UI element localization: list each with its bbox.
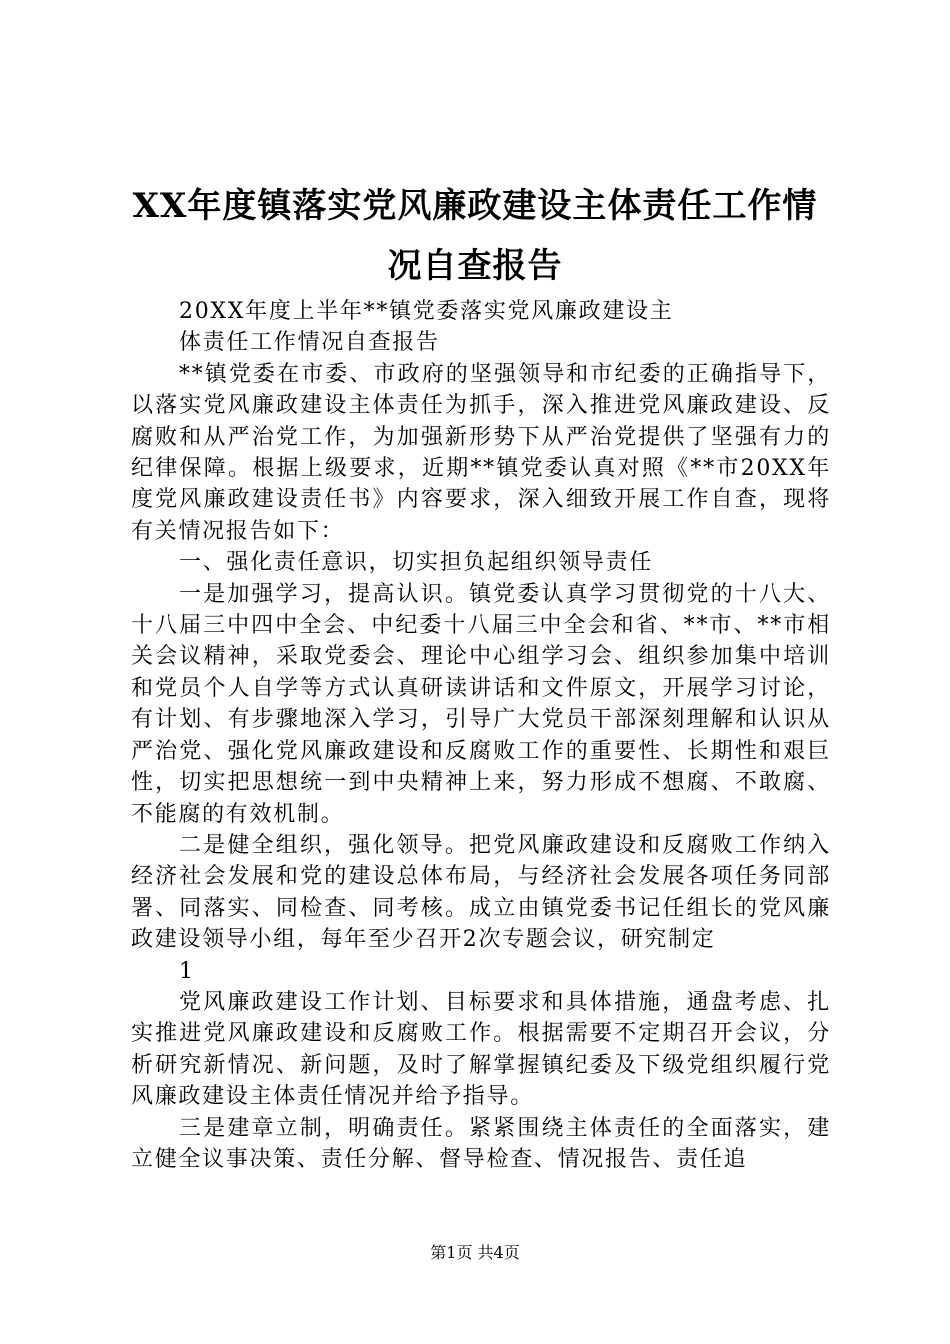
paragraph-organization: 二是健全组织，强化领导。把党风廉政建设和反腐败工作纳入经济社会发展和党的建设总体布局，与经济社会发展各项任务同部署、同落实、同检查、同考核。成立由镇党委书记任组长的党风廉政建设领导小组，每年至少召开2次专题会议，研究制定: [131, 832, 831, 953]
paragraph-plan: 党风廉政建设工作计划、目标要求和具体措施，通盘考虑、扎实推进党风廉政建设和反腐败工作。根据需要不定期召开会议，分析研究新情况、新问题，及时了解掌握镇纪委及下级党组织履行党风廉政建设主体责任情况并给予指导。: [131, 989, 831, 1110]
inline-page-number: 1: [179, 958, 195, 984]
paragraph-study: 一是加强学习，提高认识。镇党委认真学习贯彻党的十八大、十八届三中四中全会、中纪委十八届三中全会和省、**市、**市相关会议精神，采取党委会、理论中心组学习会、组织参加集中培训和党员个人自学等方式认真研读讲话和文件原文，开展学习讨论，有计划、有步骤地深入学习，引导广大党员干部深刻理解和认识从严治党、强化党风廉政建设和反腐败工作的重要性、长期性和艰巨性，切实把思想统一到中央精神上来，努力形成不想腐、不敢腐、不能腐的有效机制。: [131, 581, 831, 827]
paragraph-rules: 三是建章立制，明确责任。紧紧围绕主体责任的全面落实，建立健全议事决策、责任分解、督导检查、情况报告、责任追: [131, 1115, 831, 1172]
section-heading-1: 一、强化责任意识，切实担负起组织领导责任: [179, 550, 654, 576]
page-footer: 第1页 共4页: [430, 1243, 520, 1262]
subtitle-line-1: 20XX年度上半年**镇党委落实党风廉政建设主: [179, 299, 674, 324]
paragraph-intro: **镇党委在市委、市政府的坚强领导和市纪委的正确指导下，以落实党风廉政建设主体责任为抓手，深入推进党风廉政建设、反腐败和从严治党工作，为加强新形势下从严治党提供了坚强有力的纪律保障。根据上级要求，近期**镇党委认真对照《**市20XX年度党风廉政建设责任书》内容要求，深入细致开展工作自查，现将有关情况报告如下：: [131, 361, 831, 544]
document-title-line-1: XX年度镇落实党风廉政建设主体责任工作情: [132, 186, 818, 226]
document-title-line-2: 况自查报告: [387, 246, 563, 286]
subtitle-line-2: 体责任工作情况自查报告: [179, 330, 440, 356]
document-body: [131, 296, 831, 1175]
